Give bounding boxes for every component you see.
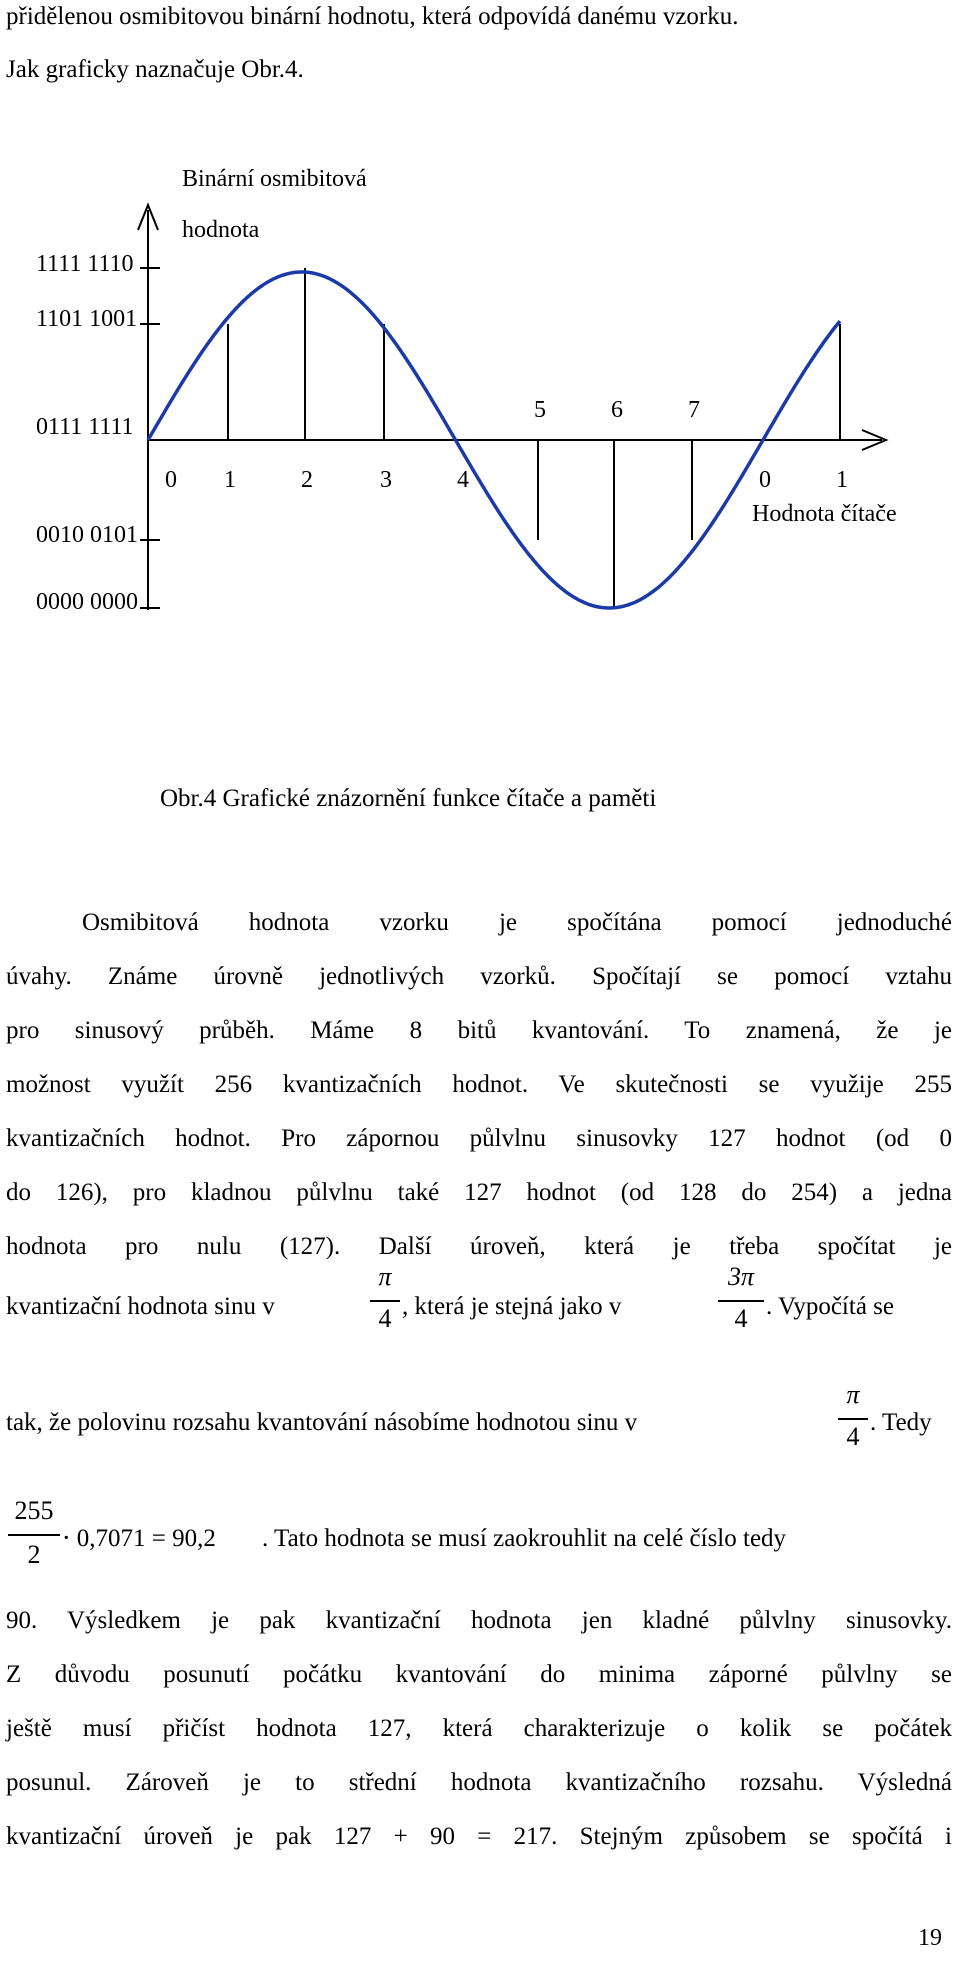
fraction-pi-over-4 bbox=[838, 1380, 868, 1460]
fraction-255-over-2 bbox=[8, 1496, 60, 1580]
paragraph-line: posunul. Zároveň je to střední hodnota kvantizačního rozsahu. Výsledná bbox=[6, 1769, 952, 1796]
fraction-bar bbox=[838, 1418, 868, 1420]
sine-figure bbox=[0, 0, 960, 820]
counter-label: 0 bbox=[165, 467, 177, 493]
fraction-bar bbox=[8, 1534, 60, 1536]
counter-label: 1 bbox=[224, 467, 236, 493]
fraction-bar bbox=[370, 1300, 400, 1302]
intro-line-1: přidělenou osmibitovou binární hodnotu, která odpovídá danému vzorku. bbox=[6, 3, 739, 30]
math-expression: ⋅ 0,7071 = 90,2 bbox=[62, 1525, 216, 1552]
fraction-numerator: 3π bbox=[727, 1262, 755, 1291]
paragraph-line: možnost využít 256 kvantizačních hodnot. Ve skutečnosti se využije 255 bbox=[6, 1071, 952, 1098]
paragraph-line: 90. Výsledkem je pak kvantizační hodnota jen kladné půlvlny sinusovky. bbox=[6, 1607, 952, 1634]
y-tick-label: 0010 0101 bbox=[36, 522, 138, 548]
y-tick-label: 1101 1001 bbox=[36, 306, 138, 332]
counter-label: 1 bbox=[836, 467, 848, 493]
counter-label: 5 bbox=[534, 397, 546, 423]
paragraph-line: . Vypočítá se bbox=[766, 1293, 894, 1320]
page-number: 19 bbox=[918, 1925, 942, 1951]
fraction-bar bbox=[718, 1300, 764, 1302]
y-axis-title-2: hodnota bbox=[182, 217, 260, 243]
fraction-denominator: 2 bbox=[27, 1540, 41, 1569]
paragraph-line: kvantizační hodnota sinu v bbox=[6, 1293, 275, 1320]
paragraph-line: úvahy. Známe úrovně jednotlivých vzorků. Spočítají se pomocí vztahu bbox=[6, 963, 952, 990]
fraction-numerator: π bbox=[378, 1262, 392, 1291]
x-axis-title: Hodnota čítače bbox=[752, 501, 897, 527]
paragraph-line: . Tedy bbox=[870, 1409, 932, 1436]
counter-label: 3 bbox=[380, 467, 392, 493]
counter-label: 6 bbox=[611, 397, 623, 423]
paragraph-line: , která je stejná jako v bbox=[402, 1293, 622, 1320]
paragraph-line: hodnota pro nulu (127). Další úroveň, která je třeba spočítat je bbox=[6, 1233, 952, 1260]
fraction-3pi-over-4 bbox=[718, 1262, 764, 1342]
fraction-numerator: π bbox=[846, 1380, 860, 1409]
paragraph-line: . Tato hodnota se musí zaokrouhlit na celé číslo tedy bbox=[262, 1525, 787, 1552]
intro-line-2: Jak graficky naznačuje Obr.4. bbox=[6, 56, 304, 83]
counter-label: 7 bbox=[688, 397, 700, 423]
fraction-numerator: 255 bbox=[14, 1496, 54, 1525]
paragraph-line: tak, že polovinu rozsahu kvantování násobíme hodnotou sinu v bbox=[6, 1409, 638, 1436]
y-tick-label: 0111 1111 bbox=[36, 414, 134, 440]
fraction-pi-over-4 bbox=[370, 1262, 400, 1342]
paragraph-line: kvantizační úroveň je pak 127 + 90 = 217. Stejným způsobem se spočítá i bbox=[6, 1823, 952, 1850]
paragraph-line: Z důvodu posunutí počátku kvantování do minima záporné půlvlny se bbox=[6, 1661, 952, 1688]
counter-label: 0 bbox=[759, 467, 771, 493]
counter-label: 4 bbox=[457, 467, 469, 493]
figure-caption: Obr.4 Grafické znázornění funkce čítače a paměti bbox=[160, 785, 657, 812]
fraction-denominator: 4 bbox=[378, 1304, 392, 1333]
y-tick-label: 0000 0000 bbox=[36, 589, 138, 615]
y-axis-title-1: Binární osmibitová bbox=[182, 166, 367, 192]
paragraph-line: do 126), pro kladnou půlvlnu také 127 hodnot (od 128 do 254) a jedna bbox=[6, 1179, 952, 1206]
fraction-denominator: 4 bbox=[734, 1304, 748, 1333]
paragraph-line: ještě musí přičíst hodnota 127, která charakterizuje o kolik se počátek bbox=[6, 1715, 952, 1742]
paragraph-line: kvantizačních hodnot. Pro zápornou půlvlnu sinusovky 127 hodnot (od 0 bbox=[6, 1125, 952, 1152]
paragraph-line: pro sinusový průběh. Máme 8 bitů kvantování. To znamená, že je bbox=[6, 1017, 952, 1044]
fraction-denominator: 4 bbox=[846, 1422, 860, 1451]
counter-label: 2 bbox=[301, 467, 313, 493]
y-tick-label: 1111 1110 bbox=[36, 251, 134, 277]
paragraph-line: Osmibitová hodnota vzorku je spočítána pomocí jednoduché bbox=[82, 909, 952, 936]
